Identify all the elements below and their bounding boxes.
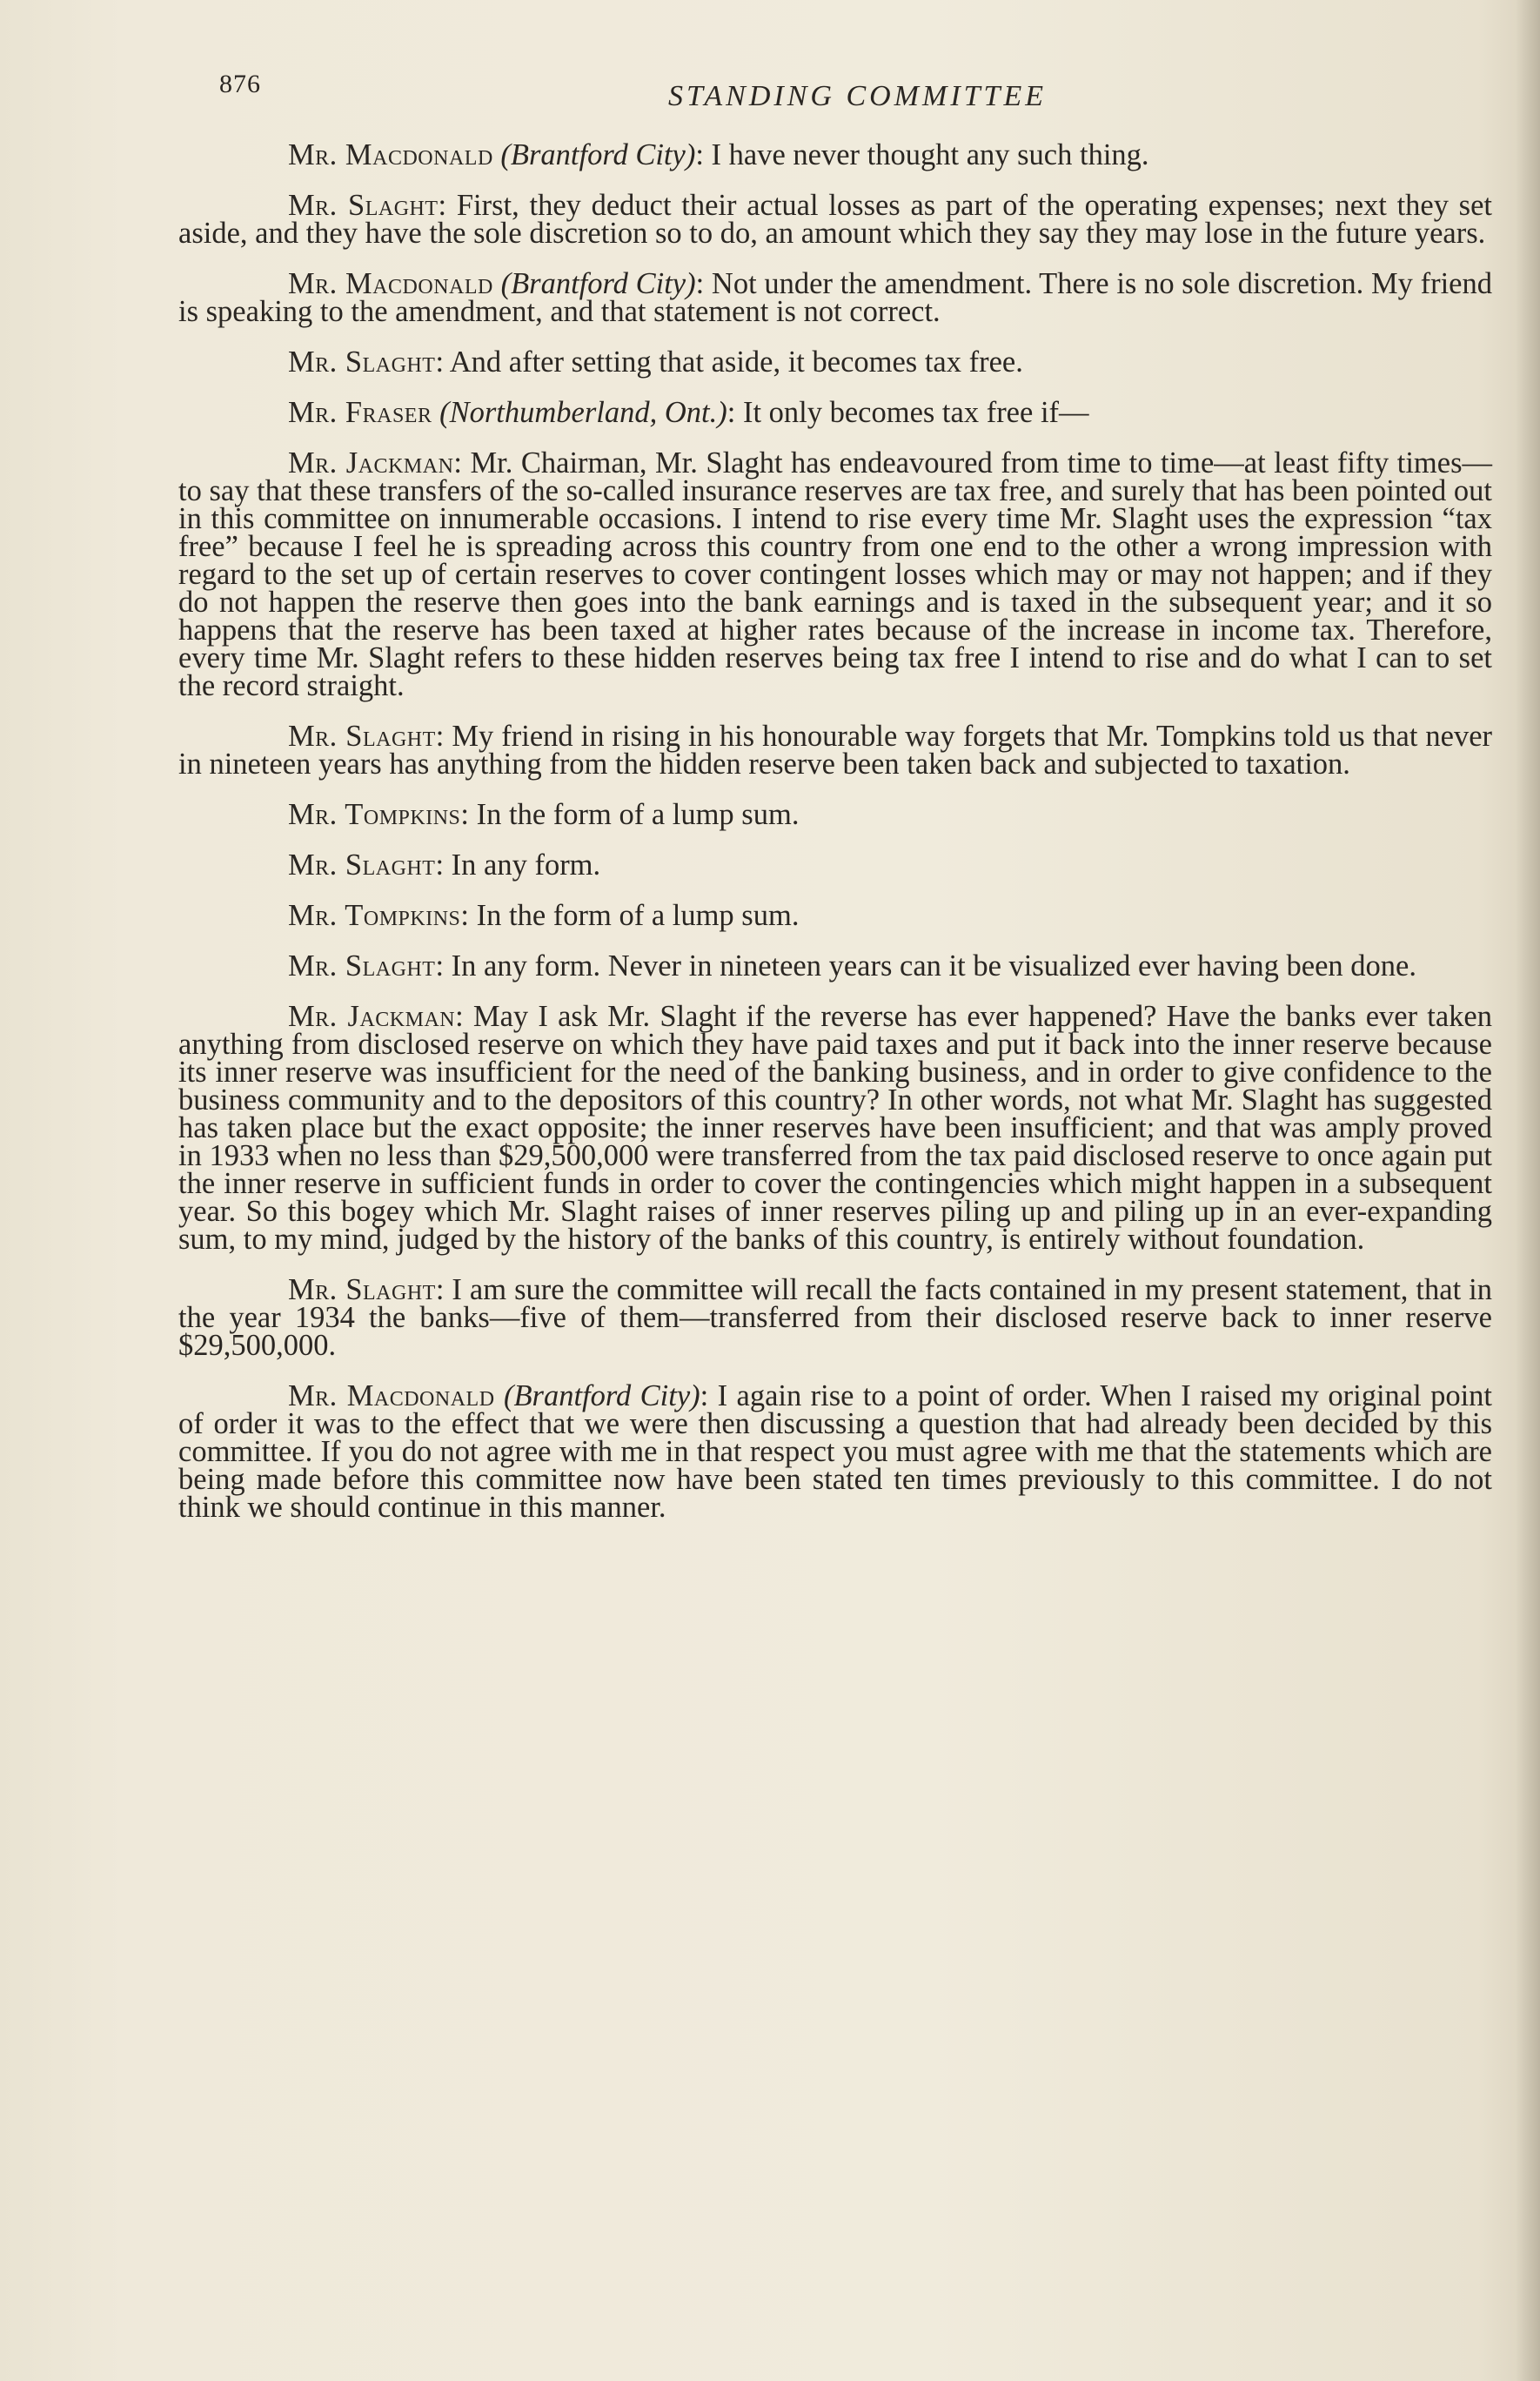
speaker-colon: : <box>435 345 445 379</box>
speaker-colon: : <box>460 798 470 831</box>
speaker-colon: : <box>695 267 705 300</box>
speaker-colon: : <box>460 899 470 932</box>
speaker-name: Mr. Jackman <box>288 446 454 480</box>
speaker-constituency: (Brantford City) <box>500 267 696 300</box>
paragraph-10 <box>178 899 1492 932</box>
speaker-name: Mr. Slaght <box>288 189 439 222</box>
body-text <box>178 138 1493 1524</box>
paragraph-12 <box>178 1000 1492 1256</box>
speaker-name: Mr. Slaght <box>288 345 436 379</box>
speaker-colon: : <box>453 446 462 480</box>
speaker-colon: : <box>435 1273 445 1306</box>
page-edge-shadow <box>1516 0 1540 2381</box>
speaker-colon: : <box>435 848 445 882</box>
paragraph-14 <box>178 1379 1493 1524</box>
page-number: 876 <box>219 70 261 98</box>
running-head: STANDING COMMITTEE <box>668 80 1047 112</box>
speaker-name: Mr. Slaght <box>288 720 436 753</box>
speaker-colon: : <box>455 1000 464 1033</box>
paragraph-text: In the form of a lump sum. <box>469 798 800 831</box>
speaker-name: Mr. Slaght <box>288 1273 436 1306</box>
paragraph-3 <box>178 267 1492 328</box>
paragraph-text: In any form. Never in nineteen years can it be visualized ever having been done. <box>444 949 1416 983</box>
speaker-constituency: (Brantford City) <box>500 138 696 171</box>
speaker-name: Mr. Macdonald <box>288 1379 495 1412</box>
paragraph-8 <box>178 798 1492 831</box>
speaker-name: Mr. Macdonald <box>288 138 493 171</box>
paragraph-text: I am sure the committee will recall the facts contained in my present statement, that in the year 1934 the banks—five of them—transferred from their disclosed reserve back to inner reserve $29,500,000. <box>178 1273 1492 1362</box>
speaker-name: Mr. Slaght <box>288 848 436 882</box>
paragraph-text: I have never thought any such thing. <box>703 138 1149 171</box>
speaker-colon: : <box>438 189 447 222</box>
paragraph-6 <box>178 446 1492 702</box>
paragraph-5 <box>178 396 1492 429</box>
paragraph-7 <box>178 720 1493 781</box>
speaker-constituency: (Northumberland, Ont.) <box>439 396 727 429</box>
speaker-colon: : <box>695 138 704 171</box>
paragraph-text: In any form. <box>444 848 601 882</box>
speaker-name: Mr. Tompkins <box>288 798 461 831</box>
paragraph-text: Mr. Chairman, Mr. Slaght has endeavoured from time to time—at least fifty times—to say that these transfers of the so-called insurance reserves are tax free, and surely that has been pointed out in this committee on innumerable occasions. I intend to rise every time Mr. Slaght uses the expression “tax free” because I feel he is spreading across this country from one end to the other a wrong impression with regard to the set up of certain reserves to cover contingent losses which may or may not happen; and if they do not happen the reserve then goes into the bank earnings and is taxed in the subsequent year; and it so happens that the reserve has been taxed at higher rates because of the increase in income tax. Therefore, every time Mr. Slaght refers to these hidden reserves being tax free I intend to rise and do what I can to set the record straight. <box>178 446 1492 702</box>
speaker-colon: : <box>726 396 736 429</box>
paragraph-text: In the form of a lump sum. <box>469 899 800 932</box>
paragraph-text: Not under the amendment. There is no sole discretion. My friend is speaking to the amendment, and that statement is not correct. <box>178 267 1492 328</box>
paragraph-text: And after setting that aside, it becomes tax free. <box>444 345 1023 379</box>
paragraph-text: I again rise to a point of order. When I raised my original point of order it was to the effect that we were then discussing a question that had already been decided by this committee. If you do not agree with me in that respect you must agree with me that the statements which are being made before this committee now have been stated ten times previously to this committee. I do not think we should continue in this manner. <box>178 1379 1493 1524</box>
paragraph-text: My friend in rising in his honourable way forgets that Mr. Tompkins told us that never in nineteen years has anything from the hidden reserve been taken back and subjected to taxation. <box>178 720 1493 781</box>
speaker-name: Mr. Macdonald <box>288 267 493 300</box>
speaker-colon: : <box>700 1379 709 1412</box>
speaker-name: Mr. Fraser <box>288 396 432 429</box>
paragraph-2 <box>178 189 1493 250</box>
paragraph-text: First, they deduct their actual losses as part of the operating expenses; next they set aside, and they have the sole discretion so to do, an amount which they say they may lose in the future years. <box>178 189 1493 250</box>
paragraph-1 <box>178 138 1492 171</box>
speaker-name: Mr. Jackman <box>288 1000 456 1033</box>
paragraph-11 <box>178 949 1492 983</box>
paragraph-text: It only becomes tax free if— <box>735 396 1089 429</box>
speaker-name: Mr. Slaght <box>288 949 436 983</box>
paragraph-13 <box>178 1273 1492 1362</box>
speaker-name: Mr. Tompkins <box>288 899 461 932</box>
speaker-constituency: (Brantford City) <box>503 1379 700 1412</box>
paragraph-9 <box>178 848 1492 882</box>
speaker-colon: : <box>435 949 445 983</box>
speaker-colon: : <box>435 720 445 753</box>
paragraph-4 <box>178 345 1492 379</box>
paragraph-text: May I ask Mr. Slaght if the reverse has ever happened? Have the banks ever taken anything from disclosed reserve on which they have paid taxes and put it back into the inner reserve because its inner reserve was insufficient for the need of the banking business, and in order to give confidence to the business community and to the depositors of this country? In other words, not what Mr. Slaght has suggested has taken place but the exact opposite; the inner reserves have been insufficient; and that was amply proved in 1933 when no less than $29,500,000 were transferred from the tax paid disclosed reserve to once again put the inner reserve in sufficient funds in order to cover the contingencies which might happen in a subsequent year. So this bogey which Mr. Slaght raises of inner reserves piling up and piling up in an ever-expanding sum, to my mind, judged by the history of the banks of this country, is entirely without foundation. <box>178 1000 1492 1256</box>
